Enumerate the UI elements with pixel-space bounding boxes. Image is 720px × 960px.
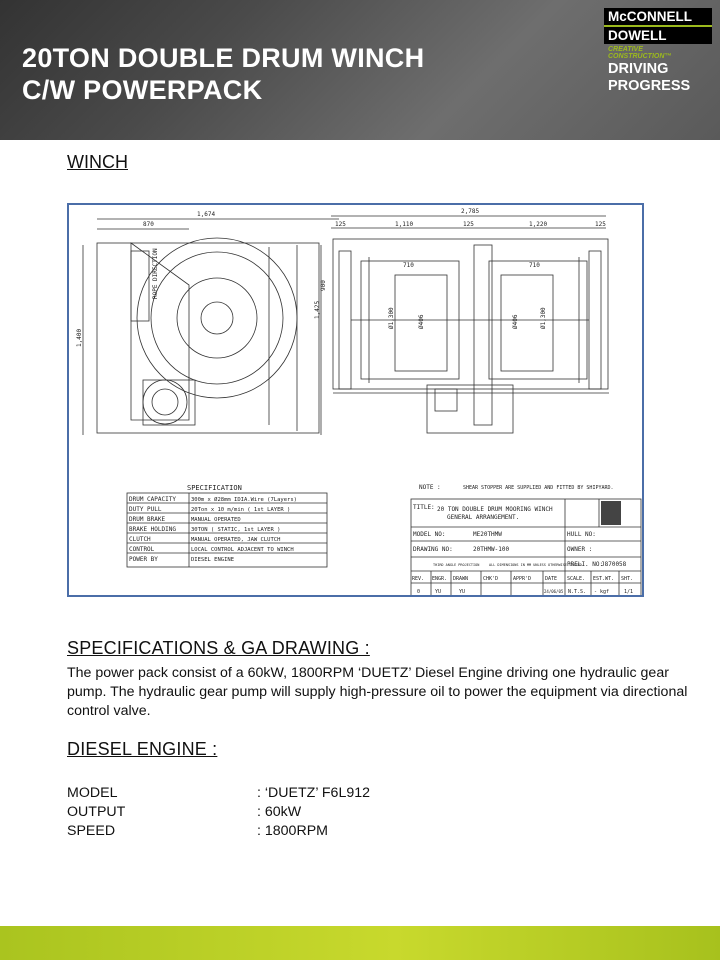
tb-drawing-value: 20THMW-100 xyxy=(473,546,510,553)
note-text: SHEAR STOPPER ARE SUPPLIED AND FITTED BY SHIPYARD. xyxy=(463,485,614,491)
dia-406-a: Ø406 xyxy=(418,314,425,329)
tb-head-sht: SHT. xyxy=(621,576,634,582)
tb-owner-label: OWNER : xyxy=(567,546,593,553)
spec-key-0: DRUM CAPACITY xyxy=(129,496,176,503)
engine-spec-label: SPEED xyxy=(67,823,116,839)
winch-drawing-svg xyxy=(69,205,642,595)
tb-head-apprd: APPR'D xyxy=(513,576,532,582)
company-logo xyxy=(604,8,712,60)
spec-key-2: DRUM BRAKE xyxy=(129,516,166,523)
dim-1110: 1,110 xyxy=(395,221,414,228)
spec-val-4: MANUAL OPERATED, JAW CLUTCH xyxy=(191,537,281,543)
engine-spec-label: MODEL xyxy=(67,785,118,801)
title-line-2: C/W POWERPACK xyxy=(22,75,263,105)
footer-bar xyxy=(0,926,720,960)
spec-key-1: DUTY PULL xyxy=(129,506,162,513)
tagline-line-1: DRIVING xyxy=(608,61,669,77)
logo-line-3: CREATIVE CONSTRUCTION™ xyxy=(608,46,672,60)
ga-drawing xyxy=(67,203,644,597)
spec-val-6: DIESEL ENGINE xyxy=(191,557,235,563)
tb-hull-label: HULL NO: xyxy=(567,531,596,538)
page-title xyxy=(22,42,424,106)
tb-head-scale: SCALE. xyxy=(567,576,586,582)
tb-val-estwt: - kgf xyxy=(594,589,610,595)
dim-125-c: 125 xyxy=(595,221,606,228)
tb-title-line-1: 20 TON DOUBLE DRUM MOORING WINCH xyxy=(437,506,553,513)
tb-title-label: TITLE: xyxy=(413,504,435,511)
spec-key-4: CLUTCH xyxy=(129,536,151,543)
dim-125-a: 125 xyxy=(335,221,346,228)
dim-900: 900 xyxy=(320,280,327,291)
engine-spec-value: : 1800RPM xyxy=(257,823,328,839)
engine-heading: DIESEL ENGINE : xyxy=(67,739,218,759)
tb-val-sht: 1/1 xyxy=(624,589,634,595)
tagline xyxy=(608,61,690,95)
tb-projection-label: THIRD ANGLE PROJECTION xyxy=(433,563,480,567)
tb-title-line-2: GENERAL ARRANGEMENT. xyxy=(447,514,520,521)
tagline-line-2: PROGRESS xyxy=(608,78,691,94)
dim-2785: 2,785 xyxy=(461,208,480,215)
specs-heading: SPECIFICATIONS & GA DRAWING : xyxy=(67,638,370,658)
note-label: NOTE : xyxy=(419,484,441,491)
tb-prelim-value: J870058 xyxy=(601,561,627,568)
title-line-1: 20TON DOUBLE DRUM WINCH xyxy=(22,43,425,73)
dim-1400: 1,400 xyxy=(76,328,83,347)
tb-dimension-note: ALL DIMENSIONS IN MM UNLESS OTHERWISE STATED xyxy=(489,563,582,567)
dia-1300-b: Ø1,300 xyxy=(540,307,547,329)
spec-key-3: BRAKE HOLDING xyxy=(129,526,176,533)
logo-line-2: DOWELL xyxy=(604,27,712,44)
dim-1674: 1,674 xyxy=(197,211,216,218)
tb-head-date: DATE xyxy=(545,576,558,582)
tb-val-scale: N.T.S. xyxy=(568,589,587,595)
spec-key-5: CONTROL xyxy=(129,546,155,553)
dia-1300-a: Ø1,300 xyxy=(388,307,395,329)
spec-val-1: 20Ton x 10 m/min ( 1st LAYER ) xyxy=(191,507,291,513)
dia-406-b: Ø406 xyxy=(512,314,519,329)
logo-line-1: McCONNELL xyxy=(604,8,712,27)
dim-1220: 1,220 xyxy=(529,221,548,228)
tb-head-rev: REV. xyxy=(412,576,425,582)
dim-1425: 1,425 xyxy=(314,300,321,319)
dim-870: 870 xyxy=(143,221,154,228)
engine-spec-value: : ‘DUETZ’ F6L912 xyxy=(257,785,371,801)
tb-model-label: MODEL NO: xyxy=(413,531,446,538)
tb-val-drawn: YU xyxy=(459,589,466,595)
spec-val-2: MANUAL OPERATED xyxy=(191,517,241,523)
tb-val-engr: YU xyxy=(435,589,442,595)
dim-710-b: 710 xyxy=(529,262,540,269)
tb-drawing-label: DRAWING NO: xyxy=(413,546,453,553)
tb-prelim-label: PRELI. NO: xyxy=(567,561,604,568)
dim-710-a: 710 xyxy=(403,262,414,269)
tb-model-value: ME20THMW xyxy=(473,531,502,538)
engine-spec-value: : 60kW xyxy=(257,804,302,820)
powerpack-description: The power pack consist of a 60kW, 1800RPM ‘DUETZ’ Diesel Engine driving one hydraulic gear pump. The hydraulic gear pump will supply high-pressure oil to power the equipment via directional control valve. xyxy=(67,665,688,719)
tb-val-rev: 0 xyxy=(417,589,421,595)
spec-title: SPECIFICATION xyxy=(187,484,242,492)
tb-head-chkd: CHK'D xyxy=(483,576,499,582)
section-label-winch: WINCH xyxy=(67,152,128,172)
tb-head-engr: ENGR. xyxy=(432,576,448,582)
spec-val-0: 300m x Ø28mm IDIA.Wire (7Layers) xyxy=(191,497,297,503)
engine-spec-label: OUTPUT xyxy=(67,804,126,820)
tb-val-date: 24/06/05 xyxy=(544,589,564,594)
spec-val-3: 30TON ( STATIC, 1st LAYER ) xyxy=(191,527,281,533)
header-banner xyxy=(0,0,720,140)
spec-val-5: LOCAL CONTROL ADJACENT TO WINCH xyxy=(191,547,294,553)
tb-head-drawn: DRAWN xyxy=(453,576,469,582)
spec-key-6: POWER BY xyxy=(129,556,158,563)
dim-125-b: 125 xyxy=(463,221,474,228)
rope-direction-label: ROPE DIRECTION xyxy=(152,248,159,299)
tb-head-estwt: EST.WT. xyxy=(593,576,615,582)
